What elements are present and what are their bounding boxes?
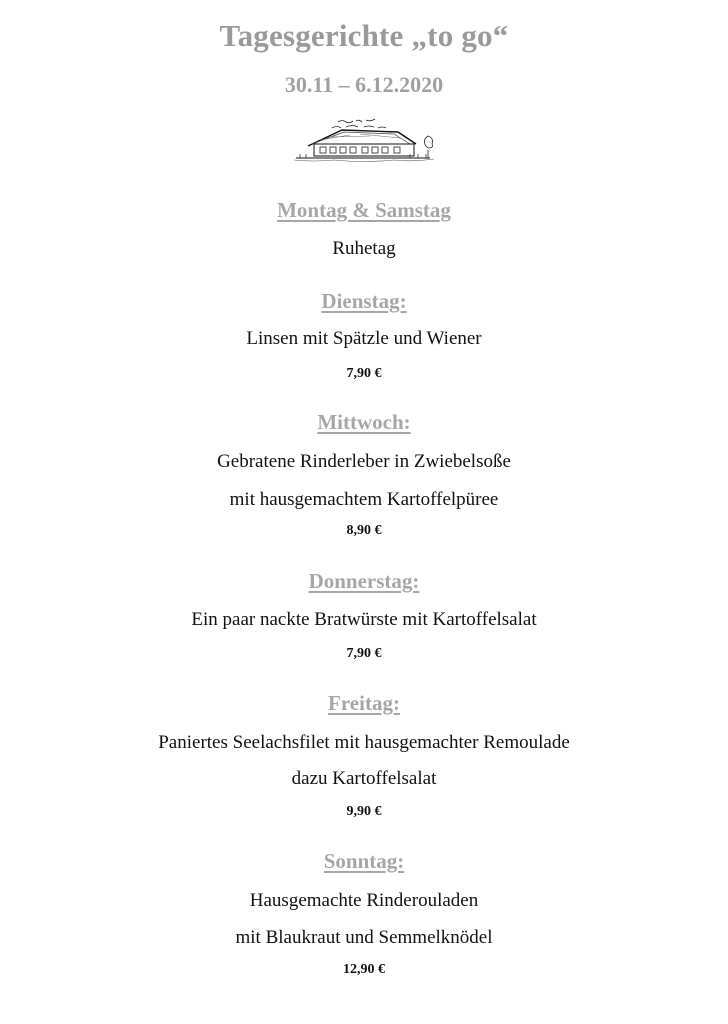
price-label: 7,90 € bbox=[346, 646, 382, 661]
dish-line: mit Blaukraut und Semmelknödel bbox=[235, 927, 493, 948]
day-heading-donnerstag: Donnerstag: bbox=[308, 569, 420, 593]
dish-line: dazu Kartoffelsalat bbox=[291, 768, 437, 789]
price-label: 7,90 € bbox=[346, 366, 382, 381]
price-label: 9,90 € bbox=[346, 804, 382, 819]
page-title: Tagesgerichte „to go“ bbox=[219, 18, 509, 53]
dish-line: Hausgemachte Rinderouladen bbox=[249, 890, 479, 911]
day-heading-dienstag: Dienstag: bbox=[321, 289, 407, 313]
dish-line: Linsen mit Spätzle und Wiener bbox=[246, 328, 482, 349]
day-heading-sonntag: Sonntag: bbox=[323, 849, 405, 873]
dish-line: mit hausgemachtem Kartoffelpüree bbox=[229, 489, 499, 510]
price-label: 12,90 € bbox=[343, 962, 385, 977]
day-heading-freitag: Freitag: bbox=[328, 691, 400, 715]
day-heading-montag-samstag: Montag & Samstag bbox=[277, 198, 451, 222]
day-heading-mittwoch: Mittwoch: bbox=[317, 410, 411, 434]
dish-line: Ein paar nackte Bratwürste mit Kartoffelsalat bbox=[191, 609, 537, 630]
restaurant-house-logo-icon bbox=[290, 116, 440, 166]
dish-line: Paniertes Seelachsfilet mit hausgemachter Remoulade bbox=[158, 732, 570, 753]
date-range: 30.11 – 6.12.2020 bbox=[284, 72, 444, 97]
dish-line: Ruhetag bbox=[332, 238, 396, 259]
dish-line: Gebratene Rinderleber in Zwiebelsoße bbox=[217, 451, 511, 472]
price-label: 8,90 € bbox=[346, 523, 382, 538]
